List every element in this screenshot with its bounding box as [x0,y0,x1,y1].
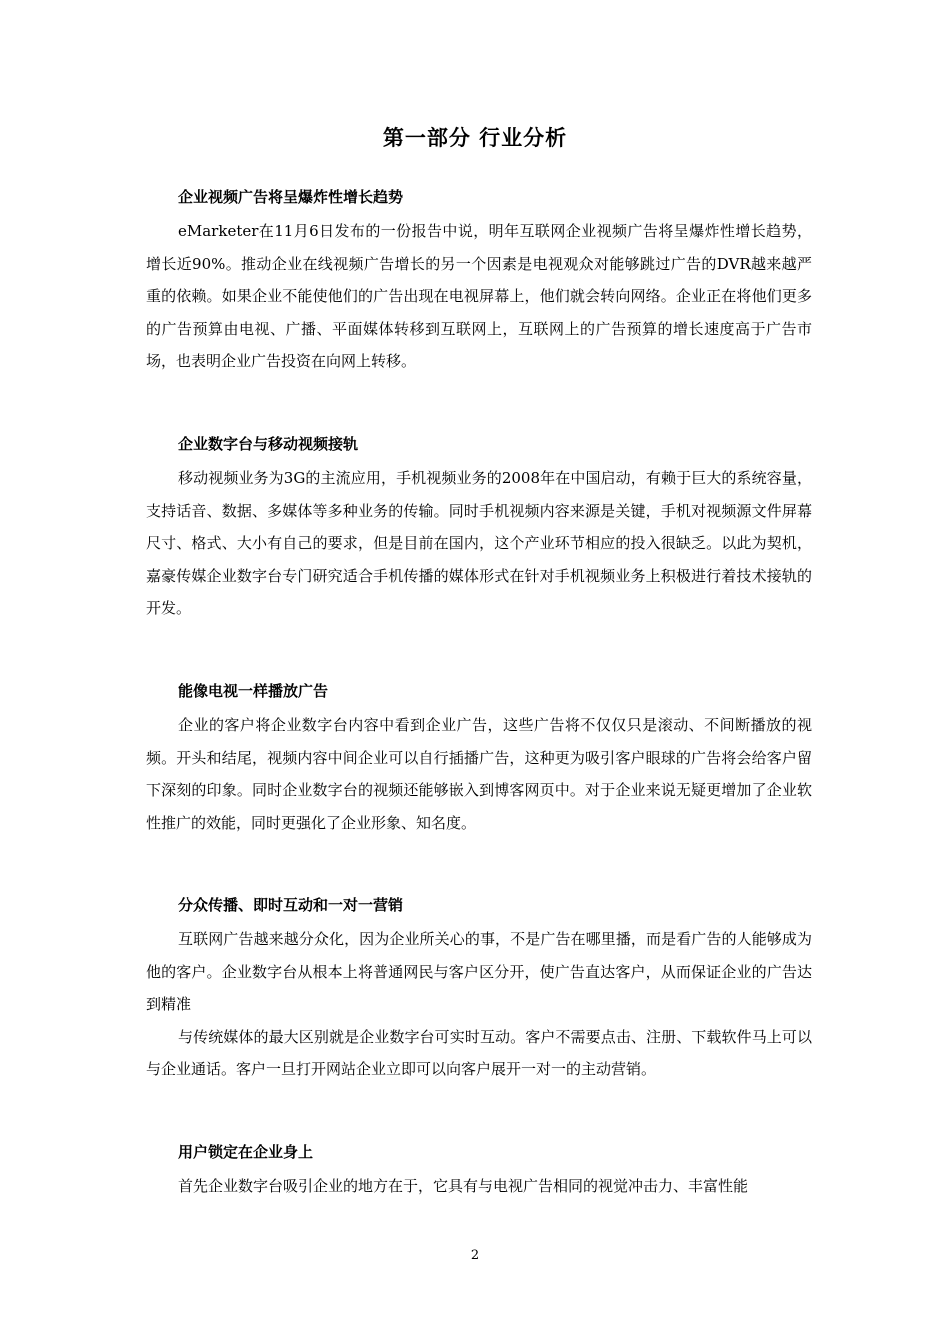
section-heading: 能像电视一样播放广告 [178,682,329,700]
section-mobile-video [146,434,812,625]
section-paragraph: 移动视频业务为3G的主流应用，手机视频业务的2008年在中国启动，有赖于巨大的系统容量，支持话音、数据、多媒体等多种业务的传输。同时手机视频内容来源是关键，手机对视频源文件屏幕尺寸、格式、大小有自己的要求，但是目前在国内，这个产业环节相应的投入很缺乏。以此为契机，嘉豪传媒企业数字台专门研究适合手机传播的媒体形式在针对手机视频业务上积极进行着技术接轨的开发。 [146,469,812,617]
section-tv-like-ads [146,681,812,839]
page-number: 2 [470,1248,480,1263]
page-title: 第一部分 行业分析 [382,125,568,150]
section-video-ad-growth [146,187,812,378]
section-paragraph: 企业的客户将企业数字台内容中看到企业广告，这些广告将不仅仅只是滚动、不间断播放的视频。开头和结尾，视频内容中间企业可以自行插播广告，这种更为吸引客户眼球的广告将会给客户留下深刻的印象。同时企业数字台的视频还能够嵌入到博客网页中。对于企业来说无疑更增加了企业软性推广的效能，同时更强化了企业形象、知名度。 [146,716,812,832]
section-heading: 企业视频广告将呈爆炸性增长趋势 [178,188,404,206]
section-targeted-marketing [146,895,812,1086]
section-heading: 用户锁定在企业身上 [178,1143,314,1161]
section-paragraph: 与传统媒体的最大区别就是企业数字台可实时互动。客户不需要点击、注册、下载软件马上可以与企业通话。客户一旦打开网站企业立即可以向客户展开一对一的主动营销。 [146,1027,812,1078]
section-paragraph: eMarketer在11月6日发布的一份报告中说，明年互联网企业视频广告将呈爆炸性增长趋势，增长近90%。推动企业在线视频广告增长的另一个因素是电视观众对能够跳过广告的DVR越来越严重的依赖。如果企业不能使他们的广告出现在电视屏幕上，他们就会转向网络。企业正在将他们更多的广告预算由电视、广播、平面媒体转移到互联网上，互联网上的广告预算的增长速度高于广告市场，也表明企业广告投资在向网上转移。 [146,222,812,370]
section-heading: 分众传播、即时互动和一对一营销 [178,896,404,914]
section-heading: 企业数字台与移动视频接轨 [178,435,359,453]
section-paragraph: 首先企业数字台吸引企业的地方在于，它具有与电视广告相同的视觉冲击力、丰富性能 [178,1177,749,1195]
section-paragraph: 互联网广告越来越分众化，因为企业所关心的事，不是广告在哪里播，而是看广告的人能够成为他的客户。企业数字台从根本上将普通网民与客户区分开，使广告直达客户，从而保证企业的广告达到精准 [146,930,812,1013]
section-user-lock-in [146,1142,812,1203]
